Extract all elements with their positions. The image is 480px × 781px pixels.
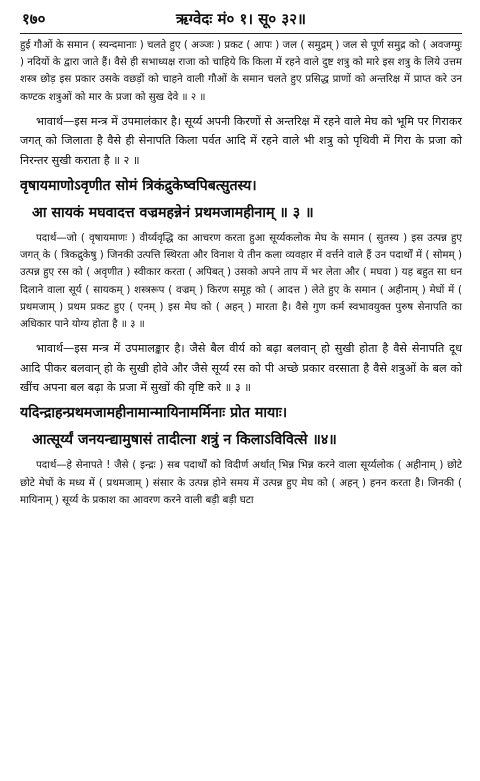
page-number: १७० bbox=[22, 10, 46, 28]
mantra-4 bbox=[20, 400, 462, 454]
paragraph-padartha-2-end: हुई गौओं के समान ( स्यन्दमानाः ) चलते हुए ( अञ्जः ) प्रकट ( आपः ) जल ( समुद्रम् ) जल से पूर्ण समुद्र को ( अवजग्मुः ) नदियों के द्वारा जाते हैं। वैसे ही सभाध्यक्ष राजा को चाहिये कि किला में रहने वाले दुष्ट शत्रु को मारे इस शत्रु के लिये उत्तम शस्त्र छोड़ इस प्रकार उसके वछड़ों को चाहने वाली गौओं के समान चलते हुए प्रसिद्ध प्राणों को अन्तरिक्ष में प्राप्त करे उन कण्टक शत्रुओं को मार के प्रजा को सुख देवे ॥ २ ॥ bbox=[20, 40, 462, 103]
mantra-3 bbox=[20, 173, 462, 227]
mantra-4-line-1: यदिन्द्राहन्प्रथमजामहीनामान्मायिनामर्मिनाः प्रोत मायाः। bbox=[20, 405, 288, 422]
paragraph-bhavartha-2: भावार्थ—इस मन्त्र में उपमालंकार है। सूर्य्य अपनी किरणों से अन्तरिक्ष में रहने वाले मेघ को भूमि पर गिराकर जगत् को जिलाता है वैसे ही सेनापति किला पर्वत आदि में रहने वाले भी शत्रु को पृथिवी में गिरा के प्रजा को निरन्तर सुखी कराता है ॥ २ ॥ bbox=[20, 114, 462, 167]
header-rule bbox=[20, 33, 462, 34]
paragraph-padartha-4: पदार्थ—हे सेनापते ! जैसे ( इन्द्रः ) सब पदार्थों को विदीर्ण अर्थात् भिन्न भिन्न करने वाला सूर्य्यलोक ( अहीनाम् ) छोटे छोटे मेघों के मध्य में ( प्रथमजाम् ) संसार के उत्पन्न होने समय में उत्पन्न हुए मेघ को ( अहन् ) हनन करता है। जिनकी ( मायिनाम् ) सूर्य्य के प्रकाश का आवरण करने वाली बड़ी बड़ी घटा bbox=[20, 460, 462, 506]
page-header bbox=[20, 0, 462, 34]
running-head: ऋग्वेदः मं० १। सू० ३२॥ bbox=[175, 10, 306, 28]
paragraph-padartha-3: पदार्थ—जो ( वृषायमाणः ) वीर्य्यवृद्धि का आचरण करता हुआ सूर्य्यकलोक मेघ के समान ( सुतस्य ) इस उत्पन्न हुए जगत् के ( त्रिकद्रुकेषु ) जिनकी उत्पत्ति स्थिरता और विनाश ये तीन कला व्यवहार में वर्त्तने वाले हैं उन पदार्थों में ( सोमम् ) उत्पन्न हुए रस को ( अवृणीत ) स्वीकार करता ( अपिबत् ) उसको अपने ताप में भर लेता और ( मघवा ) यह बहुत सा धन दिलाने वाला सूर्य ( सायकम् ) शस्त्ररूप ( वज्रम् ) किरण समूह को ( आदत्त ) लेते हुए के समान ( अहीनाम् ) मेघों में ( प्रथमजाम् ) प्रथम प्रकट हुए ( एनम् ) इस मेघ को ( अहन् ) मारता है। वैसे गुण कर्म स्वभावयुक्त पुरुष सेनापति का अधिकार पाने योग्य होता है ॥ ३ ॥ bbox=[20, 233, 462, 331]
paragraph-bhavartha-3: भावार्थ—इस मन्त्र में उपमालङ्कार है। जैसे बैल वीर्य को बढ़ा बलवान् हो सुखी होता है वैसे सेनापति दूध आदि पीकर बलवान् हो के सुखी होवे और जैसे सूर्य्य रस को पी अच्छे प्रकार वरसाता है वैसे शत्रुओं के बल को खींच अपना बल बढ़ा के प्रजा में सुखों की वृष्टि करे ॥ ३ ॥ bbox=[20, 342, 462, 395]
mantra-3-line-1: वृषायमाणोऽवृणीत सोमं त्रिकंद्रुकेष्वपिबत्सुतस्य। bbox=[20, 178, 257, 195]
mantra-4-line-2: आत्सूर्य्यं जनयन्द्यामुषासं तादीत्ना शत्रुं न किलाऽविवित्से ॥४॥ bbox=[32, 432, 337, 449]
mantra-3-line-2: आ सायकं मघवादत्त वज्रमहन्नेनं प्रथमजामहीनाम् ॥ ३ ॥ bbox=[32, 205, 314, 222]
